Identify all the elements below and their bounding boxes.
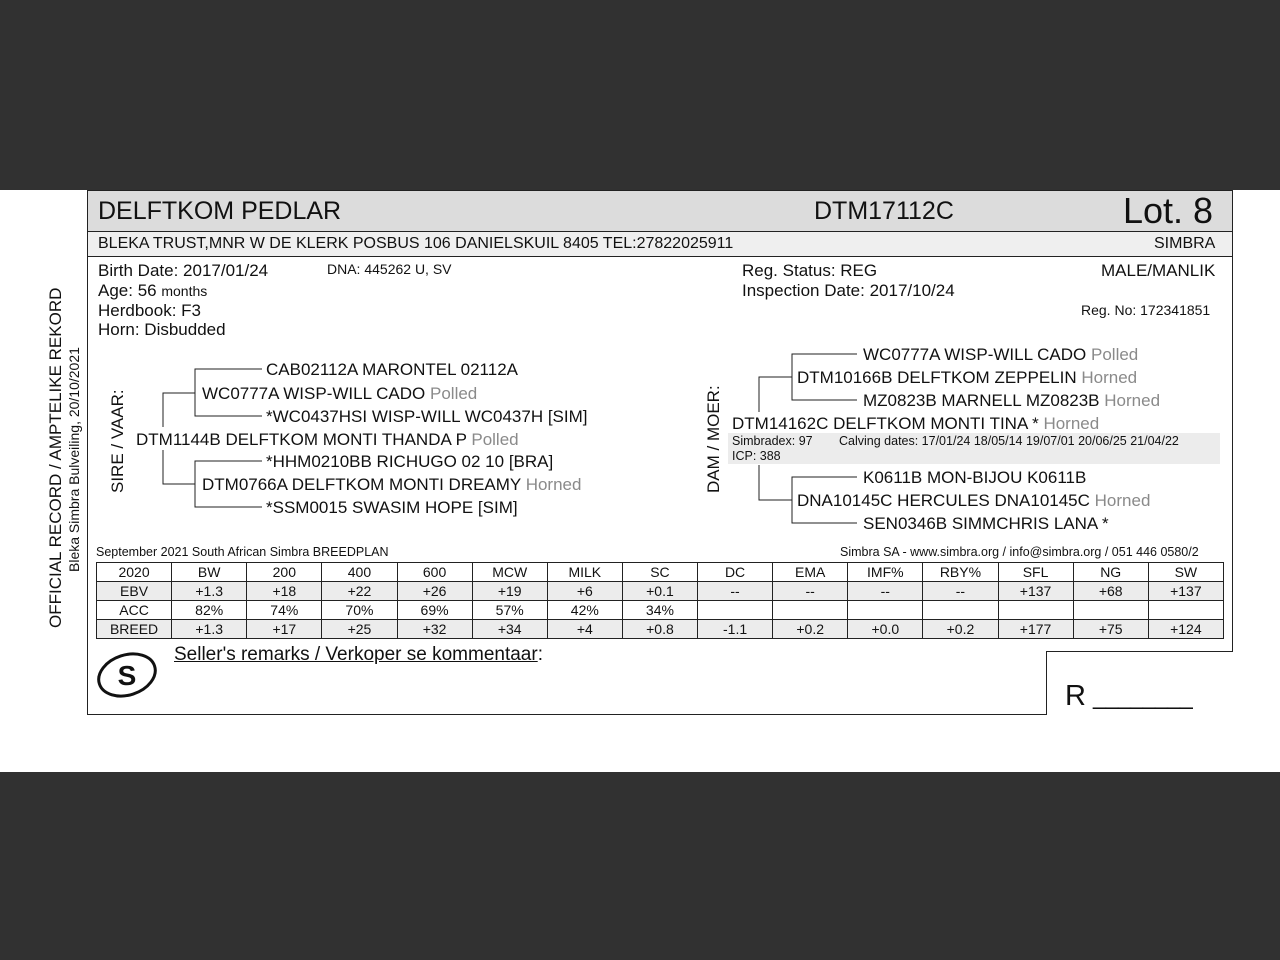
logo-letter: S [117, 660, 137, 691]
simbradex: Simbradex: 97 [732, 434, 813, 448]
ebv-header-cell: NG [1073, 563, 1148, 582]
ebv-cell: +17 [247, 620, 322, 639]
ebv-table [96, 562, 1224, 639]
ebv-cell: -- [848, 582, 923, 601]
sire-sire [202, 384, 477, 404]
owner-details: BLEKA TRUST,MNR W DE KLERK POSBUS 106 DANIELSKUIL 8405 TEL:27822025911 [98, 235, 734, 252]
ebv-cell: +22 [322, 582, 397, 601]
age-value: Age: 56 [98, 281, 157, 300]
ebv-cell: +177 [998, 620, 1073, 639]
ebv-header-cell: DC [698, 563, 773, 582]
ebv-cell: +26 [397, 582, 472, 601]
dam-dam-sire: K0611B MON-BIJOU K0611B [863, 468, 1087, 487]
ebv-header-cell: MCW [472, 563, 547, 582]
ebv-cell: +25 [322, 620, 397, 639]
inspection-date: Inspection Date: 2017/10/24 [742, 281, 955, 300]
ebv-row-ebv [97, 582, 1224, 601]
dam-sire [797, 368, 1137, 388]
ebv-cell [1148, 601, 1223, 620]
ebv-cell: 42% [547, 601, 622, 620]
ebv-cell: 69% [397, 601, 472, 620]
animal-id: DTM17112C [814, 197, 954, 225]
dam-sire-dam [863, 391, 1160, 411]
reg-status: Reg. Status: REG [742, 261, 878, 280]
dam-sire-sire-status: Polled [1091, 345, 1139, 364]
ebv-cell: +4 [547, 620, 622, 639]
ebv-cell: +124 [1148, 620, 1223, 639]
ebv-cell: -- [773, 582, 848, 601]
simbra-logo-icon [96, 650, 158, 700]
ebv-cell: BREED [97, 620, 172, 639]
icp: ICP: 388 [732, 449, 781, 463]
ebv-cell: +68 [1073, 582, 1148, 601]
price-prefix: R [1065, 680, 1086, 712]
ebv-header-cell: SW [1148, 563, 1223, 582]
ebv-cell: +0.1 [622, 582, 697, 601]
ebv-cell: -1.1 [698, 620, 773, 639]
ebv-cell: +0.0 [848, 620, 923, 639]
ebv-row-acc [97, 601, 1224, 620]
ebv-cell [923, 601, 998, 620]
ebv-cell: 74% [247, 601, 322, 620]
ebv-header-cell: EMA [773, 563, 848, 582]
ebv-cell: 70% [322, 601, 397, 620]
ebv-cell: +19 [472, 582, 547, 601]
sire-label: SIRE / VAAR: [108, 389, 127, 493]
dam-label: DAM / MOER: [704, 385, 723, 493]
dam-sire-status: Horned [1081, 368, 1138, 387]
ebv-cell: +0.8 [622, 620, 697, 639]
sire-sire-status: Polled [430, 384, 478, 403]
dam-sire-dam-status: Horned [1104, 391, 1161, 410]
sex: MALE/MANLIK [1101, 261, 1216, 280]
lot-number: Lot. 8 [1123, 190, 1214, 231]
sale-label: Bleka Simbra Bulveiling, 20/10/2021 [66, 347, 82, 572]
seller-remarks-label: Seller's remarks / Verkoper se kommentaar [174, 644, 538, 665]
dam-sire-sire [863, 345, 1138, 365]
ebv-cell: 57% [472, 601, 547, 620]
ebv-cell [698, 601, 773, 620]
ebv-cell: +1.3 [172, 620, 247, 639]
ebv-cell: +18 [247, 582, 322, 601]
breedplan-contact: Simbra SA - www.simbra.org / info@simbra.org / 051 446 0580/2 [840, 545, 1199, 559]
ebv-cell: +0.2 [923, 620, 998, 639]
ebv-cell: 82% [172, 601, 247, 620]
ebv-header-row [97, 563, 1224, 582]
ebv-header-cell: IMF% [848, 563, 923, 582]
birth-date: Birth Date: 2017/01/24 [98, 261, 269, 280]
ebv-header-cell: SFL [998, 563, 1073, 582]
sire-status: Polled [471, 430, 519, 449]
ebv-cell: -- [698, 582, 773, 601]
official-record-label: OFFICIAL RECORD / AMPTELIKE REKORD [46, 287, 65, 628]
ebv-cell: +75 [1073, 620, 1148, 639]
seller-remarks [174, 644, 543, 666]
ebv-header-cell: 2020 [97, 563, 172, 582]
ebv-header-cell: 600 [397, 563, 472, 582]
dam [732, 414, 1099, 434]
breedplan-title: September 2021 South African Simbra BREEDPLAN [96, 545, 389, 559]
ebv-cell [1073, 601, 1148, 620]
ebv-cell: +34 [472, 620, 547, 639]
dam-name: DTM14162C DELFTKOM MONTI TINA * [732, 414, 1039, 433]
dam-sire-dam-name: MZ0823B MARNELL MZ0823B [863, 391, 1100, 410]
dam-sire-name: DTM10166B DELFTKOM ZEPPELIN [797, 368, 1077, 387]
sire-sire-sire: CAB02112A MARONTEL 02112A [266, 360, 518, 379]
seller-remarks-colon: : [537, 644, 543, 665]
ebv-cell: +1.3 [172, 582, 247, 601]
dam-dam [797, 491, 1150, 511]
ebv-cell: +6 [547, 582, 622, 601]
sire-name: DTM1144B DELFTKOM MONTI THANDA P [136, 430, 467, 449]
dam-sire-sire-name: WC0777A WISP-WILL CADO [863, 345, 1087, 364]
calving-dates: Calving dates: 17/01/24 18/05/14 19/07/01 20/06/25 21/04/22 [839, 434, 1179, 448]
horn-status: Horn: Disbudded [98, 320, 226, 339]
sire-sire-name: WC0777A WISP-WILL CADO [202, 384, 426, 403]
breed-label: SIMBRA [1154, 235, 1216, 252]
ebv-cell [848, 601, 923, 620]
ebv-cell: ACC [97, 601, 172, 620]
ebv-header-cell: SC [622, 563, 697, 582]
ebv-header-cell: RBY% [923, 563, 998, 582]
ebv-header-cell: 400 [322, 563, 397, 582]
sire-sire-dam: *WC0437HSI WISP-WILL WC0437H [SIM] [266, 407, 588, 426]
ebv-cell: EBV [97, 582, 172, 601]
sire-dam [202, 475, 581, 495]
ebv-cell: -- [923, 582, 998, 601]
sire-dam-status: Horned [525, 475, 582, 494]
ebv-header-cell: MILK [547, 563, 622, 582]
ebv-cell: +137 [998, 582, 1073, 601]
ebv-row-breed [97, 620, 1224, 639]
price-line: ________ [1093, 683, 1192, 710]
ebv-header-cell: 200 [247, 563, 322, 582]
dna-info: DNA: 445262 U, SV [327, 261, 452, 277]
sire-dam-dam: *SSM0015 SWASIM HOPE [SIM] [266, 498, 518, 517]
sire [136, 430, 519, 450]
animal-name: DELFTKOM PEDLAR [98, 197, 342, 225]
dam-status: Horned [1043, 414, 1100, 433]
ebv-cell [998, 601, 1073, 620]
dam-dam-name: DNA10145C HERCULES DNA10145C [797, 491, 1090, 510]
sire-dam-sire: *HHM0210BB RICHUGO 02 10 [BRA] [266, 452, 554, 471]
herdbook: Herdbook: F3 [98, 301, 201, 320]
sire-dam-name: DTM0766A DELFTKOM MONTI DREAMY [202, 475, 521, 494]
ebv-cell: +32 [397, 620, 472, 639]
ebv-cell [773, 601, 848, 620]
ebv-cell: +0.2 [773, 620, 848, 639]
ebv-header-cell: BW [172, 563, 247, 582]
age-unit: months [161, 283, 208, 299]
dam-dam-dam: SEN0346B SIMMCHRIS LANA * [863, 514, 1109, 533]
ebv-cell: 34% [622, 601, 697, 620]
ebv-cell: +137 [1148, 582, 1223, 601]
reg-number: Reg. No: 172341851 [1081, 302, 1211, 318]
dam-dam-status: Horned [1094, 491, 1151, 510]
